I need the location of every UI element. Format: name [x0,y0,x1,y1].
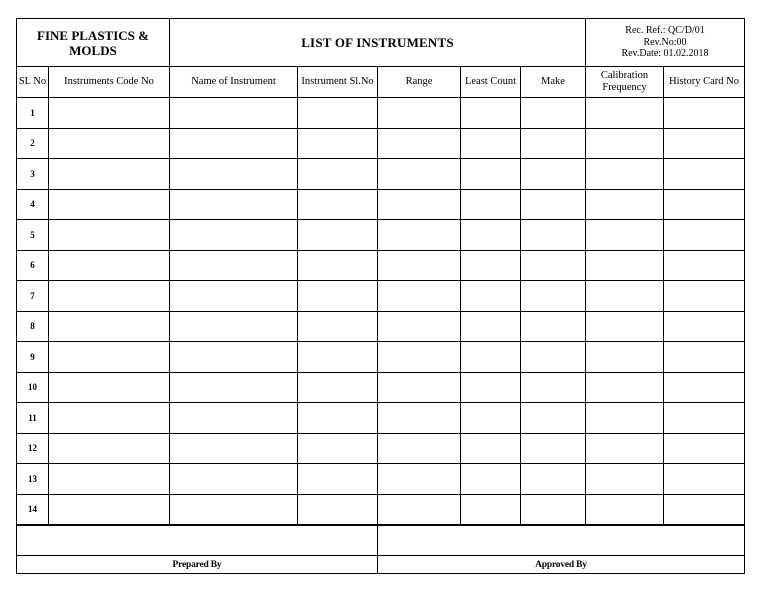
column-header-sl-no: SL No [17,67,49,98]
cell-instrument-code-no[interactable] [49,128,170,159]
row-serial-number: 12 [17,433,49,464]
column-header-range: Range [378,67,461,98]
cell-least-count[interactable] [461,220,521,251]
column-header-make: Make [521,67,586,98]
cell-make[interactable] [521,250,586,281]
cell-instrument-name[interactable] [170,494,298,525]
cell-make[interactable] [521,159,586,190]
cell-calibration-frequency[interactable] [586,189,664,220]
cell-calibration-frequency[interactable] [586,311,664,342]
row-serial-number: 7 [17,281,49,312]
signature-footer [16,525,745,574]
row-serial-number: 14 [17,494,49,525]
table-row [17,220,745,251]
cell-least-count[interactable] [461,464,521,495]
table-row [17,464,745,495]
cell-instrument-code-no[interactable] [49,311,170,342]
cell-make[interactable] [521,342,586,373]
table-row [17,250,745,281]
cell-history-card-no[interactable] [664,372,745,403]
cell-instrument-name[interactable] [170,403,298,434]
cell-instrument-serial-no[interactable] [298,128,378,159]
cell-make[interactable] [521,128,586,159]
cell-least-count[interactable] [461,128,521,159]
cell-calibration-frequency[interactable] [586,128,664,159]
column-header-instrument-code-no: Instruments Code No [49,67,170,98]
cell-instrument-code-no[interactable] [49,494,170,525]
cell-instrument-serial-no[interactable] [298,464,378,495]
cell-instrument-name[interactable] [170,433,298,464]
cell-history-card-no[interactable] [664,311,745,342]
cell-history-card-no[interactable] [664,464,745,495]
table-row [17,372,745,403]
column-header-least-count: Least Count [461,67,521,98]
cell-range[interactable] [378,403,461,434]
cell-least-count[interactable] [461,159,521,190]
cell-range[interactable] [378,372,461,403]
cell-range[interactable] [378,250,461,281]
row-serial-number: 4 [17,189,49,220]
cell-history-card-no[interactable] [664,494,745,525]
cell-least-count[interactable] [461,494,521,525]
cell-range[interactable] [378,464,461,495]
cell-least-count[interactable] [461,189,521,220]
cell-instrument-code-no[interactable] [49,433,170,464]
table-row [17,128,745,159]
cell-least-count[interactable] [461,311,521,342]
cell-instrument-code-no[interactable] [49,464,170,495]
cell-instrument-name[interactable] [170,464,298,495]
cell-history-card-no[interactable] [664,220,745,251]
cell-instrument-serial-no[interactable] [298,250,378,281]
cell-least-count[interactable] [461,403,521,434]
cell-instrument-serial-no[interactable] [298,433,378,464]
cell-range[interactable] [378,342,461,373]
cell-calibration-frequency[interactable] [586,220,664,251]
cell-instrument-name[interactable] [170,98,298,129]
row-serial-number: 5 [17,220,49,251]
cell-least-count[interactable] [461,342,521,373]
cell-range[interactable] [378,220,461,251]
cell-instrument-name[interactable] [170,342,298,373]
instrument-table [16,66,745,525]
cell-history-card-no[interactable] [664,128,745,159]
cell-make[interactable] [521,494,586,525]
table-row [17,98,745,129]
cell-make[interactable] [521,372,586,403]
cell-history-card-no[interactable] [664,159,745,190]
cell-instrument-name[interactable] [170,250,298,281]
cell-instrument-name[interactable] [170,372,298,403]
cell-instrument-name[interactable] [170,159,298,190]
row-serial-number: 2 [17,128,49,159]
row-serial-number: 3 [17,159,49,190]
cell-instrument-code-no[interactable] [49,372,170,403]
revision-info [586,19,745,67]
cell-calibration-frequency[interactable] [586,372,664,403]
prepared-by-label: Prepared By [17,556,378,574]
cell-make[interactable] [521,311,586,342]
revision-number: Rev.No:00 [643,36,687,48]
cell-history-card-no[interactable] [664,98,745,129]
column-header-history-card-no: History Card No [664,67,745,98]
column-header-calibration-frequency: Calibration Frequency [586,67,664,98]
cell-instrument-serial-no[interactable] [298,159,378,190]
cell-make[interactable] [521,403,586,434]
table-row [17,281,745,312]
cell-range[interactable] [378,189,461,220]
cell-calibration-frequency[interactable] [586,98,664,129]
table-row [17,311,745,342]
approved-by-signature-field[interactable] [378,526,745,556]
cell-instrument-serial-no[interactable] [298,98,378,129]
cell-range[interactable] [378,311,461,342]
cell-calibration-frequency[interactable] [586,281,664,312]
approved-by-label: Approved By [378,556,745,574]
cell-history-card-no[interactable] [664,281,745,312]
row-serial-number: 9 [17,342,49,373]
cell-range[interactable] [378,281,461,312]
cell-instrument-serial-no[interactable] [298,281,378,312]
cell-range[interactable] [378,98,461,129]
cell-range[interactable] [378,159,461,190]
cell-instrument-serial-no[interactable] [298,403,378,434]
cell-calibration-frequency[interactable] [586,342,664,373]
table-row [17,189,745,220]
cell-history-card-no[interactable] [664,189,745,220]
cell-make[interactable] [521,189,586,220]
cell-calibration-frequency[interactable] [586,494,664,525]
cell-make[interactable] [521,281,586,312]
cell-least-count[interactable] [461,281,521,312]
cell-calibration-frequency[interactable] [586,250,664,281]
row-serial-number: 11 [17,403,49,434]
row-serial-number: 6 [17,250,49,281]
cell-instrument-serial-no[interactable] [298,311,378,342]
cell-make[interactable] [521,464,586,495]
cell-range[interactable] [378,494,461,525]
form-title: LIST OF INSTRUMENTS [170,19,586,67]
cell-history-card-no[interactable] [664,403,745,434]
cell-instrument-name[interactable] [170,220,298,251]
cell-instrument-name[interactable] [170,281,298,312]
cell-calibration-frequency[interactable] [586,464,664,495]
cell-instrument-code-no[interactable] [49,403,170,434]
cell-calibration-frequency[interactable] [586,403,664,434]
cell-instrument-code-no[interactable] [49,159,170,190]
row-serial-number: 13 [17,464,49,495]
row-serial-number: 1 [17,98,49,129]
cell-range[interactable] [378,433,461,464]
prepared-by-signature-field[interactable] [17,526,378,556]
revision-date: Rev.Date: 01.02.2018 [621,48,709,60]
cell-least-count[interactable] [461,433,521,464]
cell-instrument-serial-no[interactable] [298,342,378,373]
cell-history-card-no[interactable] [664,433,745,464]
cell-instrument-code-no[interactable] [49,98,170,129]
cell-range[interactable] [378,128,461,159]
cell-make[interactable] [521,433,586,464]
cell-history-card-no[interactable] [664,250,745,281]
cell-calibration-frequency[interactable] [586,159,664,190]
cell-instrument-name[interactable] [170,189,298,220]
row-serial-number: 8 [17,311,49,342]
table-header-row [17,67,745,98]
cell-instrument-code-no[interactable] [49,281,170,312]
cell-history-card-no[interactable] [664,342,745,373]
company-name: FINE PLASTICS & MOLDS [17,19,170,67]
cell-instrument-serial-no[interactable] [298,189,378,220]
cell-instrument-serial-no[interactable] [298,372,378,403]
table-row [17,403,745,434]
column-header-instrument-serial-no: Instrument Sl.No [298,67,378,98]
column-header-instrument-name: Name of Instrument [170,67,298,98]
cell-instrument-serial-no[interactable] [298,220,378,251]
table-row [17,159,745,190]
cell-least-count[interactable] [461,98,521,129]
row-serial-number: 10 [17,372,49,403]
form-header [16,18,745,67]
cell-instrument-name[interactable] [170,311,298,342]
cell-least-count[interactable] [461,250,521,281]
cell-instrument-code-no[interactable] [49,250,170,281]
table-row [17,342,745,373]
cell-make[interactable] [521,220,586,251]
cell-instrument-serial-no[interactable] [298,494,378,525]
table-row [17,494,745,525]
cell-instrument-name[interactable] [170,128,298,159]
cell-make[interactable] [521,98,586,129]
cell-instrument-code-no[interactable] [49,342,170,373]
cell-instrument-code-no[interactable] [49,189,170,220]
cell-instrument-code-no[interactable] [49,220,170,251]
record-reference: Rec. Ref.: QC/D/01 [625,25,705,37]
cell-least-count[interactable] [461,372,521,403]
cell-calibration-frequency[interactable] [586,433,664,464]
table-row [17,433,745,464]
